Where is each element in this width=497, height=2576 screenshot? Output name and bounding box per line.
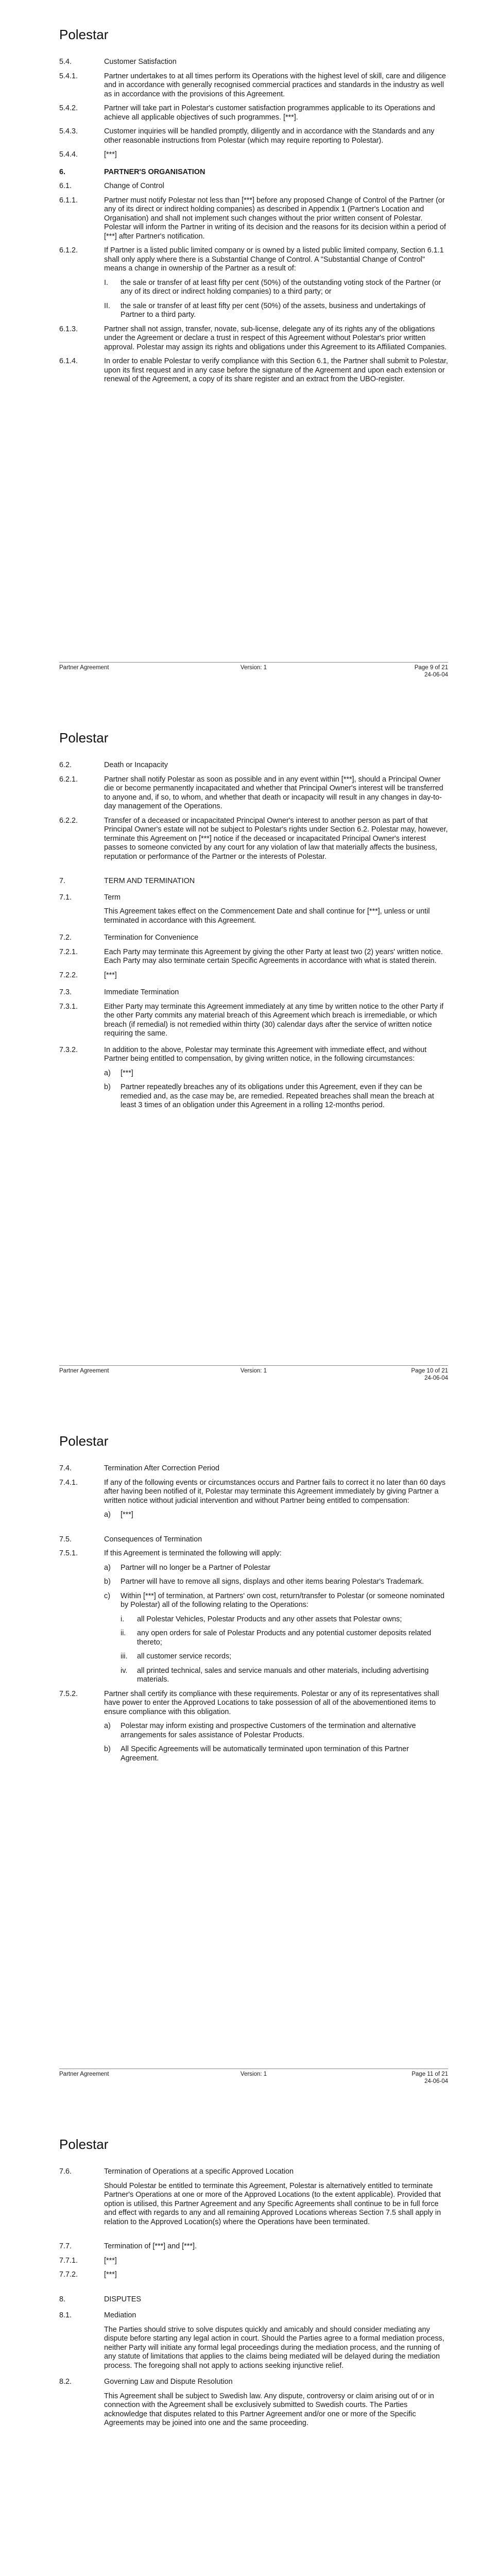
clause bbox=[59, 127, 448, 145]
clause-number: 6.1.2. bbox=[59, 246, 78, 255]
footer-title: Partner Agreement bbox=[59, 1368, 109, 1374]
brand-header: Polestar bbox=[59, 1433, 109, 1449]
clause bbox=[59, 1046, 448, 1064]
clause-text: [***] bbox=[104, 2256, 117, 2265]
document-page-1 bbox=[0, 0, 497, 703]
clause bbox=[59, 2257, 448, 2266]
clause bbox=[59, 196, 448, 242]
clause-text: Termination for Convenience bbox=[104, 934, 199, 942]
clause-text: Transfer of a deceased or incapacitated Principal Owner's interest to another person as part of that Principal Owner's estate will not be subject to Polestar's rights under Section 6.2. Polestar may, however, terminate this Agreement on [***] notice if the deceased or incapacitated Principal Owner's interest passes to someone convicted by any court for any violation of law that materially affects the business, reputation or performance of the Partner or the interests of Polestar. bbox=[104, 816, 448, 861]
list-text: Polestar may inform existing and prospective Customers of the termination and alternative arrangements for sales assistance of Polestar Products. bbox=[121, 1722, 416, 1739]
clause-number: 5.4.4. bbox=[59, 150, 78, 159]
clause-number: 7.5.2. bbox=[59, 1689, 78, 1698]
clause bbox=[59, 2242, 448, 2251]
clause-number: 5.4.2. bbox=[59, 104, 78, 112]
footer-page-info bbox=[412, 2071, 448, 2085]
clause-text: Termination of [***] and [***]. bbox=[104, 2242, 197, 2250]
clause-number: 7.3. bbox=[59, 988, 72, 996]
sub-clause bbox=[59, 1745, 448, 1763]
clause-number: 8.1. bbox=[59, 2311, 72, 2319]
clause-text: Termination of Operations at a specific Approved Location bbox=[104, 2167, 294, 2176]
clause-text: Governing Law and Dispute Resolution bbox=[104, 2378, 233, 2386]
list-text: all customer service records; bbox=[137, 1652, 232, 1660]
list-label: i. bbox=[121, 1615, 125, 1623]
clause bbox=[59, 1003, 448, 1039]
clause-number: 6.1.1. bbox=[59, 196, 78, 205]
clause-number: 7.2.1. bbox=[59, 947, 78, 956]
document-page-2 bbox=[0, 703, 497, 1406]
list-label: I. bbox=[104, 278, 108, 287]
clause-text: In order to enable Polestar to verify compliance with this Section 6.1, the Partner shall submit to Polestar, upon its first request and in any case before the signature of the Agreement and upon each extension or renewal of the Agreement, a copy of its share register and an extract from the UBO-register. bbox=[104, 357, 448, 383]
sub-clause bbox=[59, 1564, 448, 1573]
sub-sub-clause bbox=[59, 1652, 448, 1662]
clause bbox=[59, 971, 448, 980]
clause-number: 5.4.3. bbox=[59, 127, 78, 135]
list-text: [***] bbox=[121, 1069, 133, 1077]
clause-paragraph: This Agreement shall be subject to Swedish law. Any dispute, controversy or claim arising out of or in connection with the Agreement shall be exclusively submitted to Swedish courts. The Parties acknowledge that disputes related to this Partner Agreement and/or one or more of the Specific Agreements may be joined into one and the same proceeding. bbox=[104, 2392, 434, 2427]
list-label: iv. bbox=[121, 1666, 128, 1675]
clause bbox=[59, 2270, 448, 2280]
clause bbox=[59, 775, 448, 811]
footer-version: Version: 1 bbox=[240, 1368, 267, 1374]
clause-number: 7.7. bbox=[59, 2242, 72, 2250]
footer-date: 24-06-04 bbox=[424, 2078, 448, 2084]
clause-text: [***] bbox=[104, 971, 117, 979]
clause-number: 6.1. bbox=[59, 182, 72, 190]
list-label: ii. bbox=[121, 1629, 126, 1637]
clause-number: 7.6. bbox=[59, 2167, 72, 2176]
clause bbox=[59, 934, 448, 943]
clause bbox=[59, 2167, 448, 2177]
clause-text: Term bbox=[104, 893, 121, 902]
list-label: a) bbox=[104, 1722, 111, 1730]
clause bbox=[59, 1535, 448, 1545]
list-label: a) bbox=[104, 1069, 111, 1077]
clause-text: If any of the following events or circumstances occurs and Partner fails to correct it no later than 60 days after having been notified of it, Polestar may terminate this Agreement immediately by giving Partner a written notice without judicial intervention and without Partner being entitled to compensation: bbox=[104, 1478, 446, 1505]
clause-text: Partner must notify Polestar not less than [***] before any proposed Change of Control of the Partner (or any of its direct or indirect holding companies) as described in Appendix 1 (Partner's Location and Organisation) and shall not implement such changes without the prior written consent of Polestar. Polestar will inform the Partner in writing of its decision and the reasons for its decision within a period of [***] after Partner's notification. bbox=[104, 196, 446, 241]
clause bbox=[59, 948, 448, 966]
sub-clause bbox=[59, 1511, 448, 1520]
clause bbox=[59, 104, 448, 122]
footer-date: 24-06-04 bbox=[424, 1375, 448, 1381]
page-footer bbox=[59, 2069, 448, 2084]
page-content bbox=[59, 761, 448, 1110]
list-text: Within [***] of termination, at Partners' own cost, return/transfer to Polestar (or someone nominated by Polestar) all of the following relating to the Operations: bbox=[121, 1591, 445, 1609]
clause-text: Death or Incapacity bbox=[104, 761, 168, 769]
clause-number: 6.2.2. bbox=[59, 816, 78, 825]
clause-text: Partner will take part in Polestar's customer satisfaction programmes applicable to its Operations and achieve all applicable objectives of such programmes. [***]. bbox=[104, 104, 435, 122]
clause-number: 5.4.1. bbox=[59, 72, 78, 80]
clause bbox=[59, 817, 448, 862]
sub-clause bbox=[59, 1592, 448, 1610]
clause-number: 7.1. bbox=[59, 893, 72, 902]
list-text: the sale or transfer of at least fifty per cent (50%) of the outstanding voting stock of the Partner (or any of its direct or indirect holding companies) to a third party; or bbox=[121, 278, 441, 296]
page-footer bbox=[59, 662, 448, 678]
clause-number: 6.1.3. bbox=[59, 325, 78, 333]
sub-sub-clause bbox=[59, 1667, 448, 1685]
clause bbox=[59, 988, 448, 997]
page-content bbox=[59, 2167, 448, 2428]
list-text: Partner will no longer be a Partner of Polestar bbox=[121, 1563, 271, 1572]
footer-date: 24-06-04 bbox=[424, 672, 448, 678]
page-content bbox=[59, 58, 448, 384]
clause-text: DISPUTES bbox=[104, 2295, 141, 2303]
sub-clause bbox=[59, 1578, 448, 1587]
clause-text: Immediate Termination bbox=[104, 988, 179, 996]
clause-number: 6. bbox=[59, 167, 66, 176]
clause-text: Partner undertakes to at all times perform its Operations with the highest level of skill, care and diligence and in accordance with generally recognised commercial practices and standards in the industry as well as in accordance with the provisions of this Agreement. bbox=[104, 72, 446, 98]
clause-text: [***] bbox=[104, 2270, 117, 2279]
list-label: iii. bbox=[121, 1652, 128, 1660]
clause-text: Change of Control bbox=[104, 182, 164, 190]
clause-text: Partner shall not assign, transfer, novate, sub-license, delegate any of its rights any of the obligations under the Agreement or declare a trust in respect of this Agreement without Polestar's prior written approval. Polestar may assign its rights and obligations under this Agreement to its Affiliated Companies. bbox=[104, 325, 447, 351]
clause-text: Partner shall notify Polestar as soon as possible and in any event within [***], should a Principal Owner die or become permanently incapacitated and whether that Principal Owner's interest will be transferred to anyone and, if so, to whom, and whether that death or incapacity will result in any changes in day-to-day management of the Operations. bbox=[104, 775, 443, 810]
footer-page-info bbox=[415, 664, 448, 679]
list-label: b) bbox=[104, 1578, 111, 1586]
brand-header: Polestar bbox=[59, 2137, 109, 2152]
clause bbox=[59, 357, 448, 384]
clause-number: 7.3.2. bbox=[59, 1045, 78, 1054]
clause bbox=[59, 168, 448, 177]
clause bbox=[59, 1690, 448, 1717]
clause bbox=[59, 893, 448, 903]
clause bbox=[59, 877, 448, 886]
list-label: c) bbox=[104, 1591, 110, 1600]
footer-page-info bbox=[411, 1367, 448, 1382]
clause-text: Consequences of Termination bbox=[104, 1535, 202, 1544]
list-label: II. bbox=[104, 301, 110, 310]
clause-number: 7.2.2. bbox=[59, 971, 78, 979]
clause-number: 6.2.1. bbox=[59, 775, 78, 784]
clause-text: In addition to the above, Polestar may terminate this Agreement with immediate effect, and without Partner being entitled to compensation, by giving written notice, in the following circumstances: bbox=[104, 1045, 427, 1063]
clause-text: Customer inquiries will be handled promptly, diligently and in accordance with the Standards and any other reasonable instructions from Polestar (which may require reporting to Polestar). bbox=[104, 127, 435, 145]
page-footer bbox=[59, 1365, 448, 1381]
clause-number: 8. bbox=[59, 2295, 66, 2303]
clause-number: 7.5.1. bbox=[59, 1549, 78, 1557]
clause-number: 8.2. bbox=[59, 2378, 72, 2386]
clause bbox=[59, 1479, 448, 1506]
clause bbox=[59, 1549, 448, 1558]
clause-number: 7.2. bbox=[59, 934, 72, 942]
page-number: Page 9 of 21 bbox=[414, 665, 448, 671]
clause-text: TERM AND TERMINATION bbox=[104, 877, 195, 885]
list-text: Partner will have to remove all signs, displays and other items bearing Polestar's Trademark. bbox=[121, 1578, 424, 1586]
clause bbox=[59, 182, 448, 191]
sub-clause bbox=[59, 279, 448, 297]
list-text: the sale or transfer of at least fifty per cent (50%) of the assets, business and undertakings of Partner to a third party. bbox=[121, 301, 425, 319]
clause-number: 7.7.2. bbox=[59, 2270, 78, 2279]
clause-number: 7.3.1. bbox=[59, 1002, 78, 1011]
page-number: Page 11 of 21 bbox=[412, 2071, 448, 2077]
clause bbox=[59, 761, 448, 770]
clause-text: Customer Satisfaction bbox=[104, 58, 177, 66]
list-text: [***] bbox=[121, 1511, 133, 1519]
clause-text: Each Party may terminate this Agreement by giving the other Party at least two (2) years' written notice. Each Party may also terminate certain Specific Agreements in accordance with what is stated therein. bbox=[104, 947, 443, 965]
sub-sub-clause bbox=[59, 1629, 448, 1647]
clause-text: [***] bbox=[104, 150, 117, 159]
list-text: Partner repeatedly breaches any of its obligations under this Agreement, even if they can be remedied and, as the case may be, are remedied. Repeated breaches shall mean the breach at least 3 times of an obligation under this Agreement in a rolling 12-months period. bbox=[121, 1083, 434, 1109]
clause-number: 7.5. bbox=[59, 1535, 72, 1544]
list-label: a) bbox=[104, 1563, 111, 1572]
clause-number: 6.2. bbox=[59, 761, 72, 769]
brand-header: Polestar bbox=[59, 27, 109, 42]
clause-number: 7. bbox=[59, 877, 66, 885]
clause bbox=[59, 246, 448, 274]
clause bbox=[59, 72, 448, 99]
clause-text: Either Party may terminate this Agreement immediately at any time by written notice to the other Party if the other Party commits any material breach of this Agreement which breach is irremediable, or which breach (if remedial) is not remedied within thirty (30) calendar days after the service of written notice requiring the same. bbox=[104, 1002, 444, 1038]
clause-text: Termination After Correction Period bbox=[104, 1464, 219, 1472]
list-label: a) bbox=[104, 1511, 111, 1519]
clause-number: 5.4. bbox=[59, 58, 72, 66]
footer-version: Version: 1 bbox=[240, 665, 267, 671]
document-page-3 bbox=[0, 1406, 497, 2110]
sub-clause bbox=[59, 302, 448, 320]
clause-number: 7.7.1. bbox=[59, 2256, 78, 2265]
footer-title: Partner Agreement bbox=[59, 2071, 109, 2077]
clause-text: PARTNER'S ORGANISATION bbox=[104, 167, 205, 176]
clause-paragraph: This Agreement takes effect on the Commencement Date and shall continue for [***], unless or until terminated in accordance with this Agreement. bbox=[104, 907, 430, 925]
page-number: Page 10 of 21 bbox=[411, 1368, 448, 1374]
footer-version: Version: 1 bbox=[240, 2071, 267, 2077]
clause bbox=[59, 58, 448, 67]
clause bbox=[59, 1464, 448, 1473]
clause-paragraph: The Parties should strive to solve disputes quickly and amicably and should consider mediating any dispute before starting any legal action in court. Should the Parties agree to a formal mediation process, neither Party will initiate any formal legal proceedings during the mediation process, and the running of any statute of limitations that applies to the claims being mediated will be delayed during the mediation process. The foregoing shall not apply to actions seeking injunctive relief. bbox=[104, 2325, 444, 2370]
list-text: all printed technical, sales and service manuals and other materials, including advertising materials. bbox=[137, 1666, 429, 1684]
list-text: all Polestar Vehicles, Polestar Products and any other assets that Polestar owns; bbox=[137, 1615, 402, 1623]
brand-header: Polestar bbox=[59, 730, 109, 745]
sub-clause bbox=[59, 1069, 448, 1078]
sub-clause bbox=[59, 1722, 448, 1740]
clause-paragraph: Should Polestar be entitled to terminate this Agreement, Polestar is alternatively entitled to terminate Partner's Operations at one or more of the Approved Locations (to the extent applicable). Provided that option is utilised, this Partner Agreement and any Specific Agreements shall continue to be in full force and effect with regards to any and all remaining Approved Locations whereas Section 7.5 shall apply in relation to the Approved Location(s) where the Operations have been terminated. bbox=[104, 2181, 441, 2226]
list-text: any open orders for sale of Polestar Products and any potential customer deposits related thereto; bbox=[137, 1629, 432, 1647]
clause-number: 7.4.1. bbox=[59, 1478, 78, 1487]
clause-text: Mediation bbox=[104, 2311, 136, 2319]
clause bbox=[59, 2378, 448, 2387]
clause bbox=[59, 150, 448, 160]
clause-text: If Partner is a listed public limited company or is owned by a listed public limited company, Section 6.1.1 shall only apply where there is a Substantial Change of Control. A "Substantial Change of Control" means a change in ownership of the Partner as a result of: bbox=[104, 246, 444, 273]
clause-number: 6.1.4. bbox=[59, 357, 78, 365]
clause bbox=[59, 2311, 448, 2320]
list-label: b) bbox=[104, 1083, 111, 1091]
clause-number: 7.4. bbox=[59, 1464, 72, 1472]
clause-text: Partner shall certify its compliance with these requirements. Polestar or any of its representatives shall have power to enter the Approved Locations to take possession of all of the abovementioned items to ensure compliance with this obligation. bbox=[104, 1689, 439, 1716]
list-label: b) bbox=[104, 1745, 111, 1753]
clause bbox=[59, 2295, 448, 2304]
footer-title: Partner Agreement bbox=[59, 665, 109, 671]
page-content bbox=[59, 1464, 448, 1763]
list-text: All Specific Agreements will be automatically terminated upon termination of this Partner Agreement. bbox=[121, 1745, 409, 1762]
clause-text: If this Agreement is terminated the following will apply: bbox=[104, 1549, 282, 1557]
sub-clause bbox=[59, 1083, 448, 1110]
document-page-4 bbox=[0, 2110, 497, 2576]
clause bbox=[59, 325, 448, 352]
sub-sub-clause bbox=[59, 1615, 448, 1624]
